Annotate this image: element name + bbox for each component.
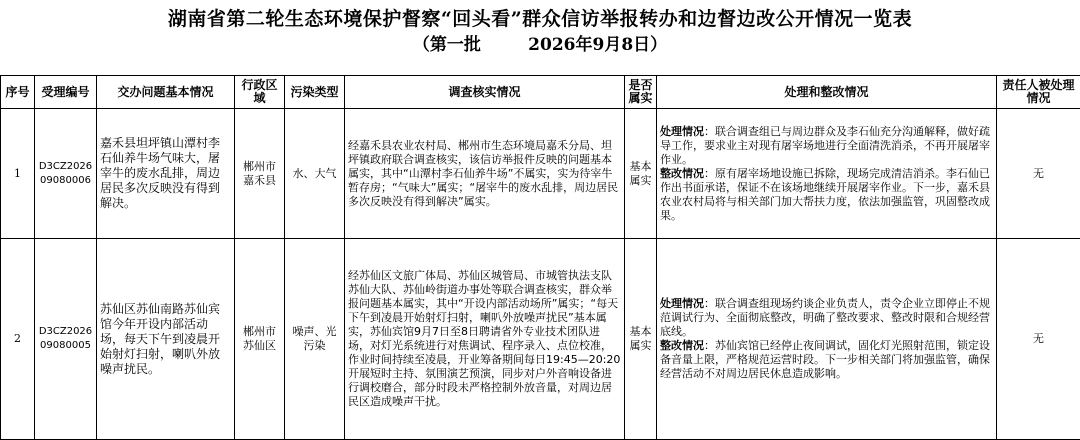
header-problem: 交办问题基本情况 [97, 76, 235, 109]
row-problem: 苏仙区苏仙南路苏仙宾馆今年开设内部活动场，每天下午到凌晨开始射灯扫射，喇叭外放噪声扰民。 [97, 239, 235, 440]
document-subtitle: （第一批 2026年9月8日） [412, 35, 668, 55]
row-investigation: 经苏仙区文旅广体局、苏仙区城管局、市城管执法支队苏仙大队、苏仙岭街道办事处等联合调查核实，群众举报问题基本属实，其中“开设内部活动场所”属实；“每天下午到凌晨开始射灯扫射，喇叭外放噪声扰民”基本属实，苏仙宾馆9月7日至8日聘请省外专业技术团队进场，对灯光系统进行对焦调试、程序录入、点位校准，作业时间持续至凌晨，开业筹备期间每日19:45—20:20开展短时主持、氛围演艺预演，同步对户外音响设备进行调校磨合，部分时段未严格控制外放音量，对周边居民区造成噪声干扰。 [345, 239, 625, 440]
rectification-label: 整改情况 [660, 339, 704, 352]
row-handling [657, 109, 997, 239]
rectification-paragraph [660, 339, 993, 381]
report-table [0, 75, 1080, 440]
handling-text: ：联合调查组现场约谈企业负责人，责令企业立即停止不规范调试行为、全面彻底整改，明确了整改要求、整改时限和合规经营底线。 [660, 297, 990, 338]
row-investigation: 经嘉禾县农业农村局、郴州市生态环境局嘉禾分局、坦坪镇政府联合调查核实，该信访举报件反映的问题基本属实，其中“山潭村李石仙养牛场”不属实，实为待宰牛暂存房；“气味大”属实；“屠宰牛的废水乱排，周边居民多次反映没有得到解决”属实。 [345, 109, 625, 239]
header-district: 行政区域 [235, 76, 285, 109]
handling-paragraph [660, 125, 993, 167]
row-code: D3CZ202609080005 [35, 239, 97, 440]
header-handling: 处理和整改情况 [657, 76, 997, 109]
row-accountability: 无 [997, 109, 1080, 239]
rectification-paragraph [660, 167, 993, 223]
row-problem: 嘉禾县坦坪镇山潭村李石仙养牛场气味大，屠宰牛的废水乱排，周边居民多次反映没有得到解决。 [97, 109, 235, 239]
rectification-text: ：原有屠宰场地设施已拆除，现场完成清洁消杀。李石仙已作出书面承诺，保证不在该场地继续开展屠宰作业。下一步，嘉禾县农业农村局将与相关部门加大帮扶力度，依法加强监管，巩固整改成果。 [660, 166, 990, 222]
row-accountability: 无 [997, 239, 1080, 440]
header-row [1, 76, 1080, 109]
handling-label: 处理情况 [660, 297, 704, 310]
row-seq: 2 [1, 239, 35, 440]
document-title: 湖南省第二轮生态环境保护督察“回头看”群众信访举报转办和边督边改公开情况一览表 [167, 8, 913, 30]
row-district: 郴州市嘉禾县 [235, 109, 285, 239]
handling-paragraph [660, 297, 993, 339]
rectification-text: ：苏仙宾馆已经停止夜间调试，固化灯光照射范围，锁定设备音量上限，严格规范运营时段。下一步相关部门将加强监管，确保经营活动不对周边居民休息造成影响。 [660, 339, 990, 380]
header-seq: 序号 [1, 76, 35, 109]
table-row [1, 239, 1080, 440]
handling-label: 处理情况 [660, 124, 704, 138]
row-pollution: 水、大气 [285, 109, 345, 239]
header-verified: 是否属实 [625, 76, 657, 109]
header-accountability: 责任人被处理情况 [997, 76, 1080, 109]
row-code: D3CZ202609080006 [35, 109, 97, 239]
handling-text: ：联合调查组已与周边群众及李石仙充分沟通解释，做好疏导工作，要求业主对现有屠宰场地进行全面清洗消杀，不再开展屠宰作业。 [660, 124, 990, 166]
header-code: 受理编号 [35, 76, 97, 109]
header-pollution: 污染类型 [285, 76, 345, 109]
header-investigation: 调查核实情况 [345, 76, 625, 109]
row-seq: 1 [1, 109, 35, 239]
row-handling [657, 239, 997, 440]
row-district: 郴州市苏仙区 [235, 239, 285, 440]
row-verified: 基本属实 [625, 239, 657, 440]
title-block [0, 0, 1080, 75]
rectification-label: 整改情况 [660, 166, 704, 180]
row-verified: 基本属实 [625, 109, 657, 239]
table-row [1, 109, 1080, 239]
row-pollution: 噪声、光污染 [285, 239, 345, 440]
